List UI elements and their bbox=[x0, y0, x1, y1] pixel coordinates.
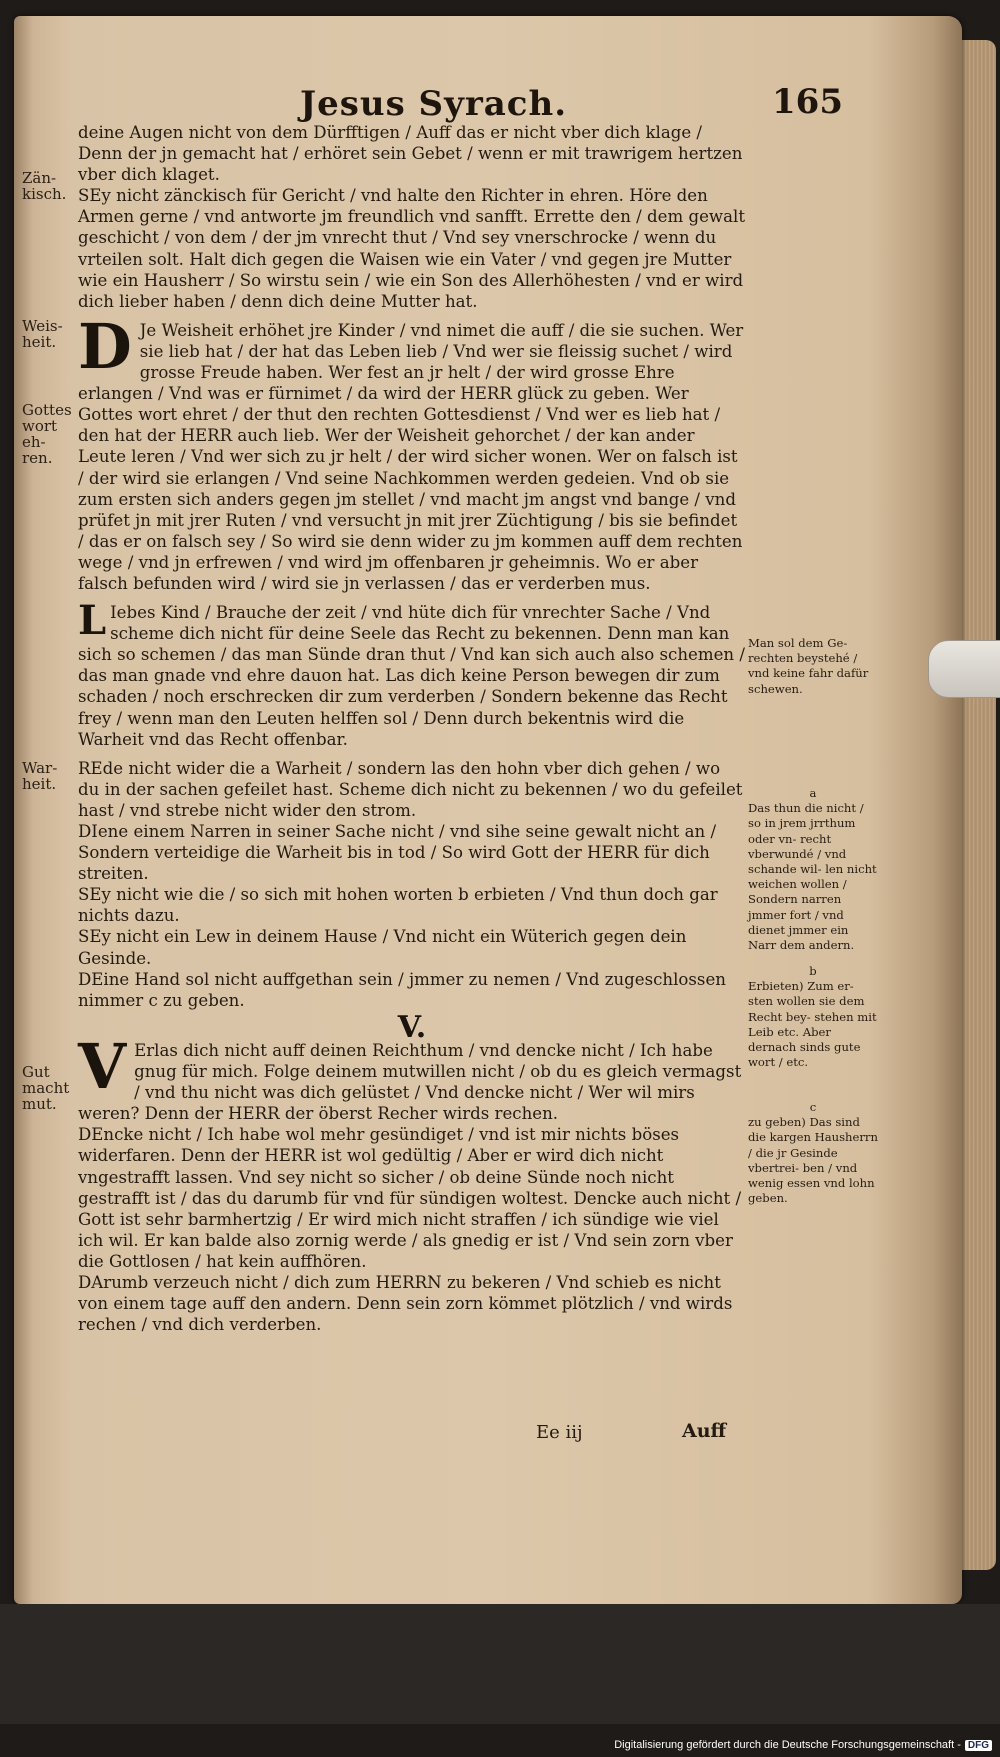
margin-note-zaenkisch: Zän- kisch. bbox=[22, 169, 67, 203]
scan-bottom-shadow bbox=[0, 1604, 1000, 1724]
paragraph-3-text: Je Weisheit erhöhet jre Kinder / vnd nimet die auff / die sie suchen. Wer sie lieb hat / der hat das Leben lieb / Vnd wer sie fleissig suchet / wird grosse Freude haben. Wer fest an jr helt / der wird grosse Ehre erlangen / Vnd was er fürnimet / da wird der HERR glück zu geben. Wer Gottes wort ehret / der thut den rechten Gottesdienst / Vnd wer es lieb hat / den hat der HERR auch lieb. Wer der Weisheit gehorchet / der kan ander Leute leren / Vnd wer sich zu jr helt / der wird sicher wonen. Wer on falsch ist / der wird sie erlangen / Vnd seine Nachkommen werden gedeien. Vnd ob sie zum ersten sich anders gegen jm stellet / vnd macht jm angst vnd bange / vnd prüfet jn mit jrer Ruten / vnd versucht jn mit jrer Züchtigung / bis sie befindet / das er on falsch sey / So wird sie denn wider zu jm kommen auff dem rechten wege / vnd jn erfrewen / vnd wird jm offenbaren jr geheimnis. Wo er aber falsch befunden wird / wird sie jn verlassen / das er verderben mus. bbox=[78, 320, 744, 593]
margin-note-warheit: War- heit. bbox=[22, 759, 58, 793]
margin-note-gut-macht-mut: Gut macht mut. bbox=[22, 1063, 70, 1113]
signature-mark: Ee iij bbox=[536, 1422, 583, 1443]
paragraph-3 bbox=[78, 309, 746, 594]
side-note-3 bbox=[748, 964, 878, 1080]
side-note-2 bbox=[748, 786, 878, 963]
paragraph-8: SEy nicht ein Lew in deinem Hause / Vnd nicht ein Wüterich gegen dein Gesinde. bbox=[78, 927, 687, 968]
side-note-1-text: Man sol dem Ge- rechten beystehé / vnd keine fahr dafür schewen. bbox=[748, 636, 869, 696]
paragraph-6: DIene einem Narren in seiner Sache nicht / vnd sihe seine gewalt nicht an / Sondern verteidige die Warheit bis in tod / So wird Gott der HERR für dich streiten. bbox=[78, 822, 717, 884]
chapter-numeral: V. bbox=[397, 1009, 427, 1045]
side-note-4-mark: c bbox=[809, 1100, 817, 1114]
page-number: 165 bbox=[772, 82, 843, 122]
digitization-credit bbox=[614, 1739, 992, 1751]
paragraph-4 bbox=[78, 597, 746, 750]
paragraph-4-text: Iebes Kind / Brauche der zeit / vnd hüte dich für vnrechter Sache / Vnd scheme dich nicht für deine Seele das Recht zu bekennen. Denn man kan sich so schemen / das man Sünde dran thut / Vnd kan sich auch also schemen / das man gnade vnd ehre dauon hat. Las dich keine Person bewegen dir zum schaden / noch erschrecken dir zum verderben / Sondern bekenne das Recht frey / wenn man den Leuten helffen sol / Denn durch bekentnis wird die Warheit vnd das Recht offenbar. bbox=[78, 603, 745, 749]
running-title: Jesus Syrach. bbox=[300, 84, 568, 124]
paragraph-5: REde nicht wider die a Warheit / sondern las den hohn vber dich gehen / wo du in der sachen gefeilet hast. Scheme dich nicht zu bekennen / wo du gefeilet hast / vnd strebe nicht wider den strom. bbox=[78, 758, 743, 820]
paragraph-2: SEy nicht zänckisch für Gericht / vnd halte den Richter in ehren. Höre den Armen gerne / vnd antworte jm freundlich vnd sanfft. Errette den / dem gewalt geschicht / von dem / der jm vnrecht thut / Vnd sey vnerschrocke / wenn du vrteilen solt. Halt dich gegen die Waisen wie ein Vater / vnd gegen jre Mutter wie ein Hausherr / So wirstu sein / wie ein Son des Allerhöhesten / vnd er wird dich lieber haben / denn dich deine Mutter hat. bbox=[78, 186, 745, 311]
paragraph-9: DEine Hand sol nicht auffgethan sein / jmmer zu nemen / Vnd zugeschlossen nimmer c zu geben. bbox=[78, 969, 726, 1010]
margin-note-gottes-wort: Gottes wort eh- ren. bbox=[22, 401, 72, 467]
catchword: Auff bbox=[682, 1420, 727, 1442]
paragraph-7: SEy nicht wie die / so sich mit hohen worten b erbieten / Vnd thun doch gar nichts dazu. bbox=[78, 885, 718, 926]
side-note-2-mark: a bbox=[809, 786, 817, 800]
dfg-logo: DFG bbox=[965, 1740, 992, 1751]
credit-text: Digitalisierung gefördert durch die Deutsche Forschungsgemeinschaft - bbox=[614, 1739, 961, 1751]
paragraph-1: deine Augen nicht von dem Dürfftigen / Auff das er nicht vber dich klage / Denn der jn gemacht hat / erhöret sein Gebet / wenn er mit trawrigem hertzen vber dich klaget. bbox=[78, 123, 743, 185]
margin-note-weisheit: Weis- heit. bbox=[22, 317, 63, 351]
paragraph-10 bbox=[78, 1029, 746, 1124]
drop-initial-d: D bbox=[78, 309, 132, 383]
paragraph-12: DArumb verzeuch nicht / dich zum HERRN zu bekeren / Vnd schieb es nicht von einem tage auff den andern. Denn sein zorn kömmet plötzlich / vnd wirds rechen / vnd dich verderben. bbox=[78, 1272, 733, 1335]
side-note-4-text: zu geben) Das sind die kargen Hausherrn / die jr Gesinde vbertrei- ben / vnd wenig essen vnd lohn geben. bbox=[748, 1115, 878, 1206]
side-note-3-text: Erbieten) Zum er- sten wollen sie dem Recht bey- stehen mit Leib etc. Aber dernach sinds gute wort / etc. bbox=[748, 979, 877, 1070]
drop-initial-v: V bbox=[78, 1029, 127, 1103]
side-note-4 bbox=[748, 1100, 878, 1216]
main-text-column bbox=[78, 122, 746, 1335]
paragraph-10-text: Erlas dich nicht auff deinen Reichthum / vnd dencke nicht / Ich habe gnug für mich. Folge deinem mutwillen nicht / ob du es gleich vermagst / vnd thu nicht was dich gelüstet / Vnd dencke nicht / Wer wil mirs weren? Denn der HERR der öberst Recher wirds rechen. bbox=[78, 1040, 742, 1124]
drop-initial-l: L bbox=[78, 597, 107, 645]
side-note-3-mark: b bbox=[809, 964, 817, 978]
paragraph-11: DEncke nicht / Ich habe wol mehr gesündiget / vnd ist mir nichts böses widerfaren. Denn der HERR ist wol gedültig / Aber er wird dich nicht vngestrafft lassen. Vnd sey nicht so sicher / ob deine Sünde noch nicht gestrafft ist / das du darumb für vnd für sündigen woltest. Dencke auch nicht / Gott ist sehr barmhertzig / Er wird mich nicht straffen / ich sündige wie viel ich wil. Er kan balde also zornig werde / als gnedig er ist / Vnd sein zorn vber die Gottlosen / hat kein auffhören. bbox=[78, 1125, 742, 1271]
bookmark-tab bbox=[928, 640, 1000, 698]
side-note-1 bbox=[748, 636, 878, 707]
side-note-2-text: Das thun die nicht / so in jrem jrrthum oder vn- recht vberwundé / vnd schande wil- len nicht weichen wollen / Sondern narren jmmer fort / vnd dienet jmmer ein Narr dem andern. bbox=[748, 801, 877, 953]
